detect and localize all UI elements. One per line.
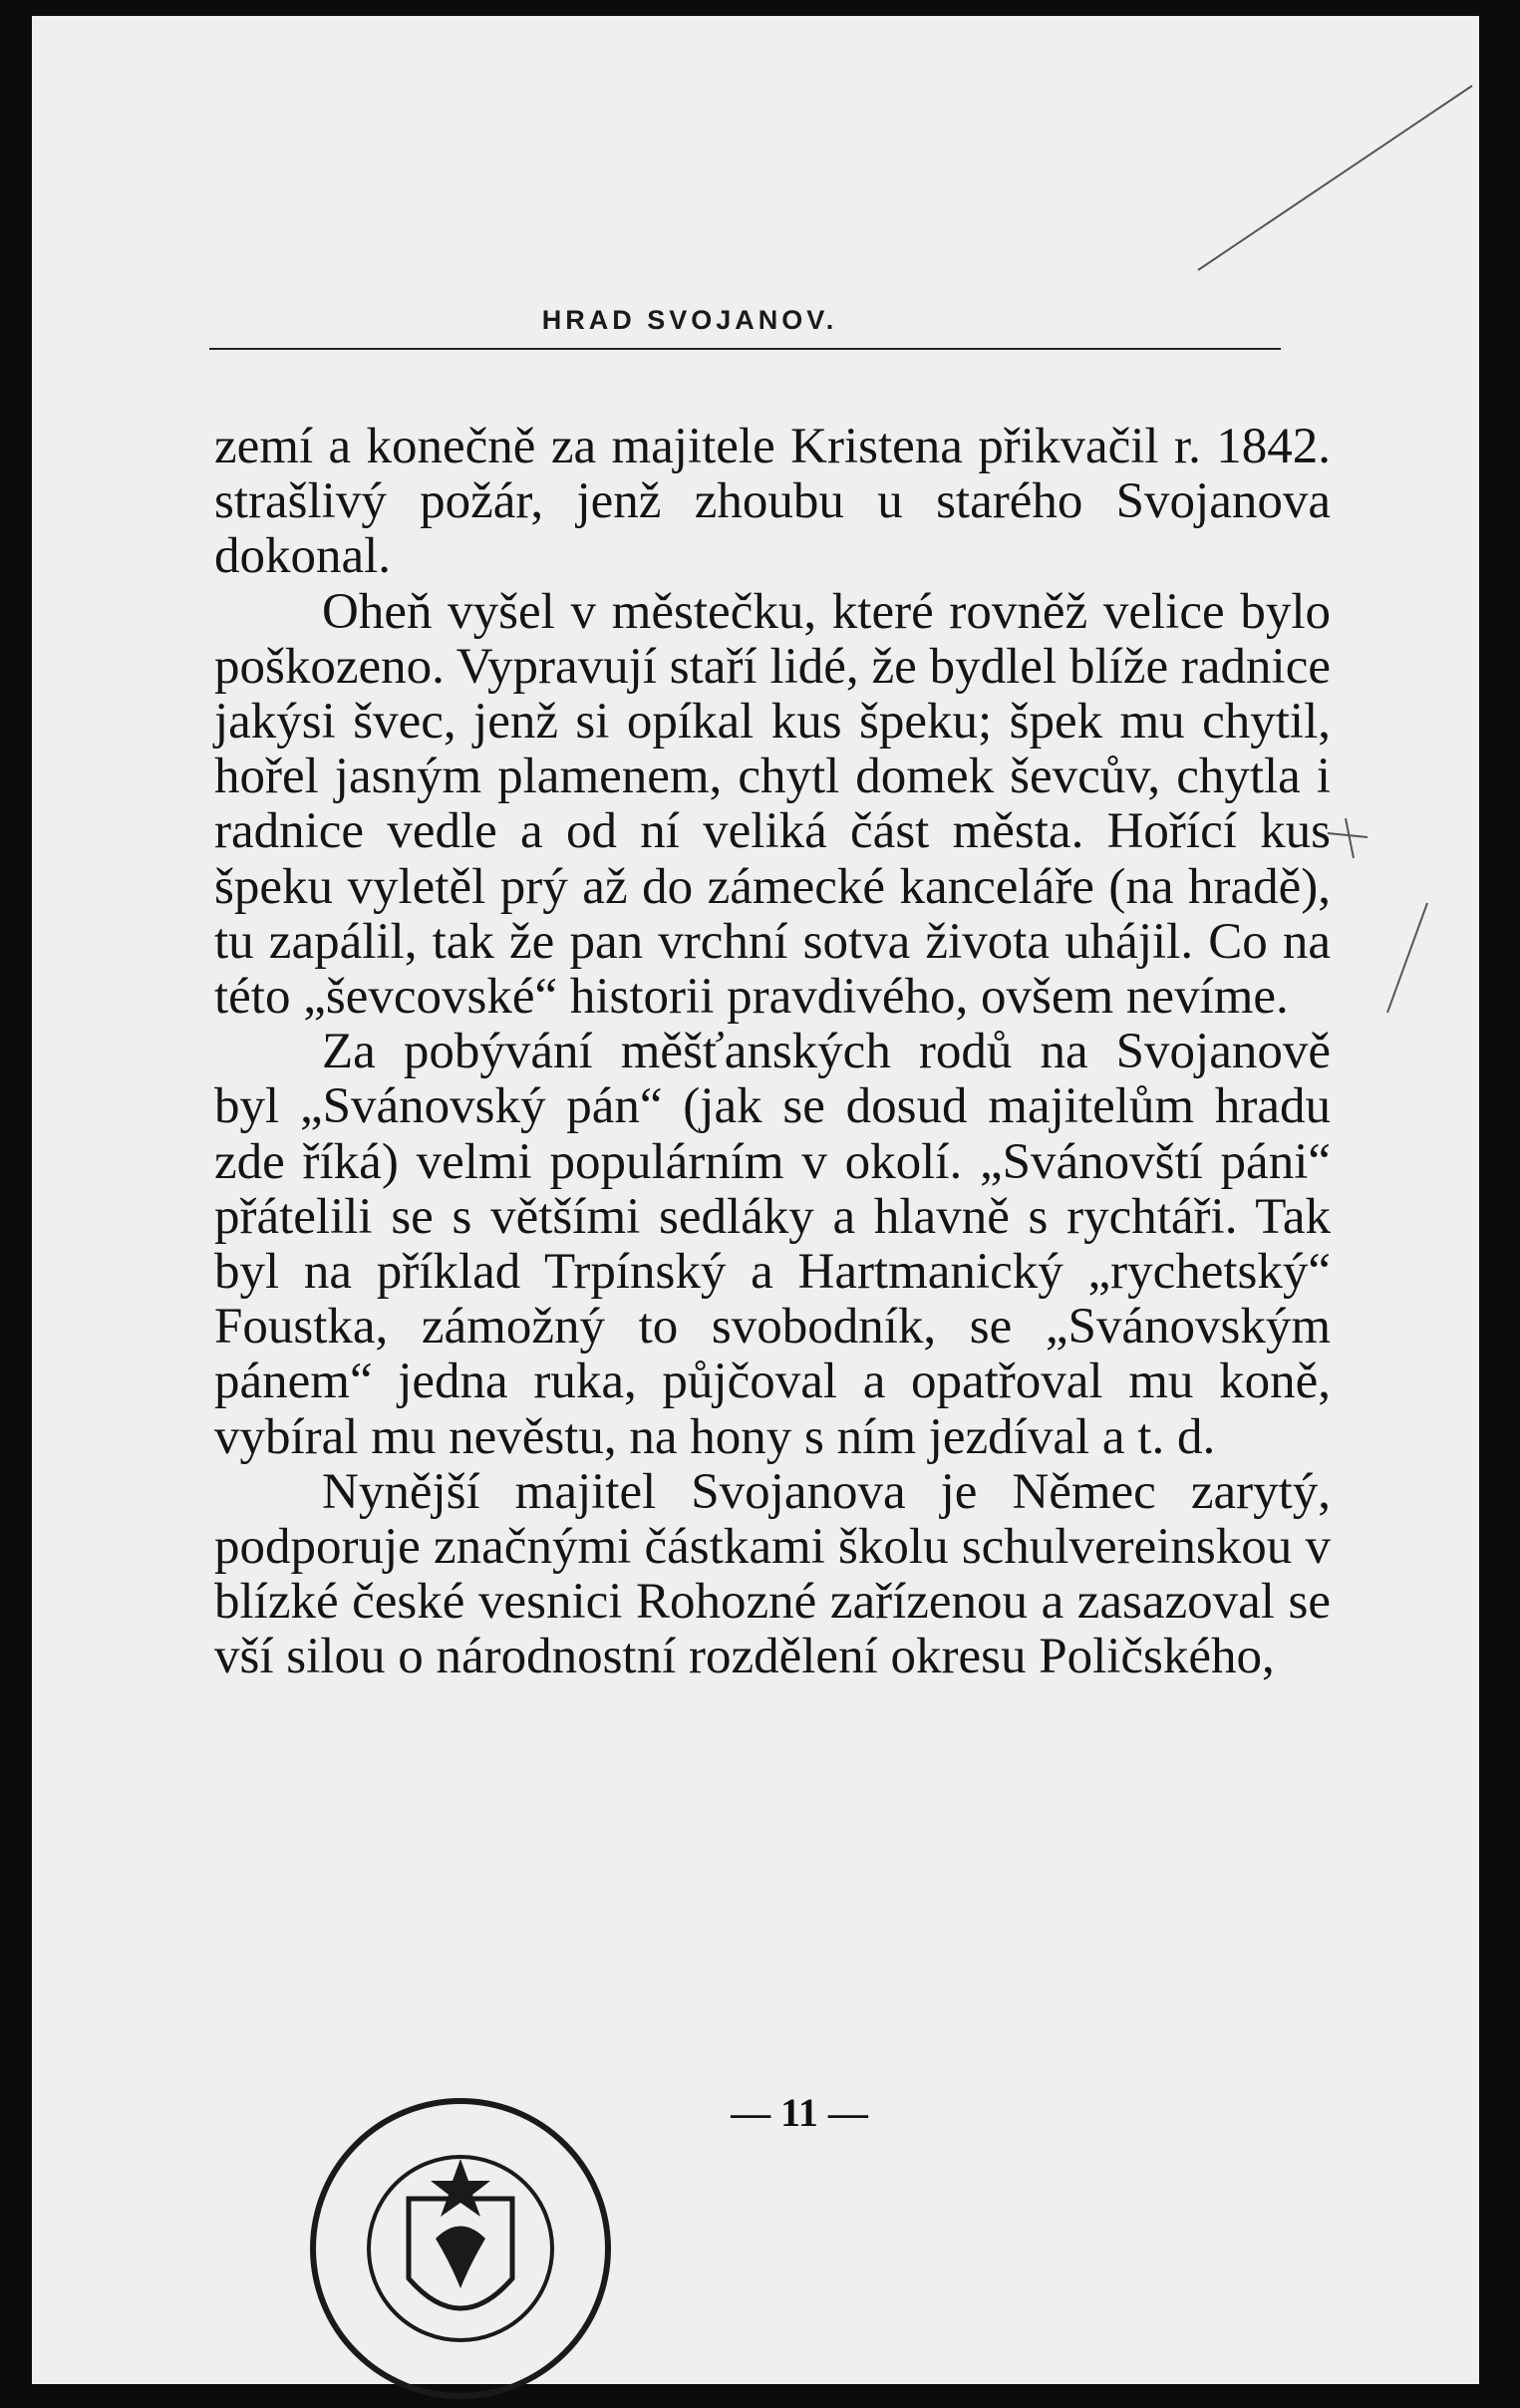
paragraph: Nynější majitel Svojanova je Němec zarytý, podporuje značnými částkami školu schulvereinskou v blízké české vesnici Rohozné zařízenou a zasazoval se vší silou o národnostní rozdělení okresu Poličského, xyxy=(214,1463,1331,1685)
page-number: — 11 — xyxy=(731,2090,868,2135)
book-page xyxy=(32,16,1479,2384)
paragraph: zemí a konečně za majitele Kristena přikvačil r. 1842. strašlivý požár, jenž zhoubu u starého Svojanova dokonal. xyxy=(214,419,1331,585)
paragraph: Za pobývání měšťanských rodů na Svojanově byl „Svánovský pán“ (jak se dosud majitelům hradu zde říká) velmi populárním v okolí. „Svánovští páni“ přátelili se s většími sedláky a hlavně s rychtáři. Tak byl na příklad Trpínský a Hartmanický „rychetský“ Foustka, zámožný to svobodník, se „Svánovským pánem“ jedna ruka, půjčoval a opatřoval mu koně, vybíral mu nevěstu, na hony s ním jezdíval a t. d. xyxy=(214,1024,1331,1465)
running-head: HRAD SVOJANOV. xyxy=(541,305,838,335)
pen-annotation-marks xyxy=(32,16,1479,2384)
paragraph: Oheň vyšel v městečku, které rovněž velice bylo poškozeno. Vypravují staří lidé, že bydlel blíže radnice jakýsi švec, jenž si opíkal kus špeku; špek mu chytil, hořel jasným plamenem, chytl domek ševcův, chytla i radnice vedle a od ní veliká část města. Hořící kus špeku vyletěl prý až do zámecké kanceláře (na hradě), tu zapálil, tak že pan vrchní sotva života uhájil. Co na této „ševcovské“ historii pravdivého, ovšem nevíme. xyxy=(214,583,1331,1026)
library-stamp-seal xyxy=(301,2089,620,2408)
